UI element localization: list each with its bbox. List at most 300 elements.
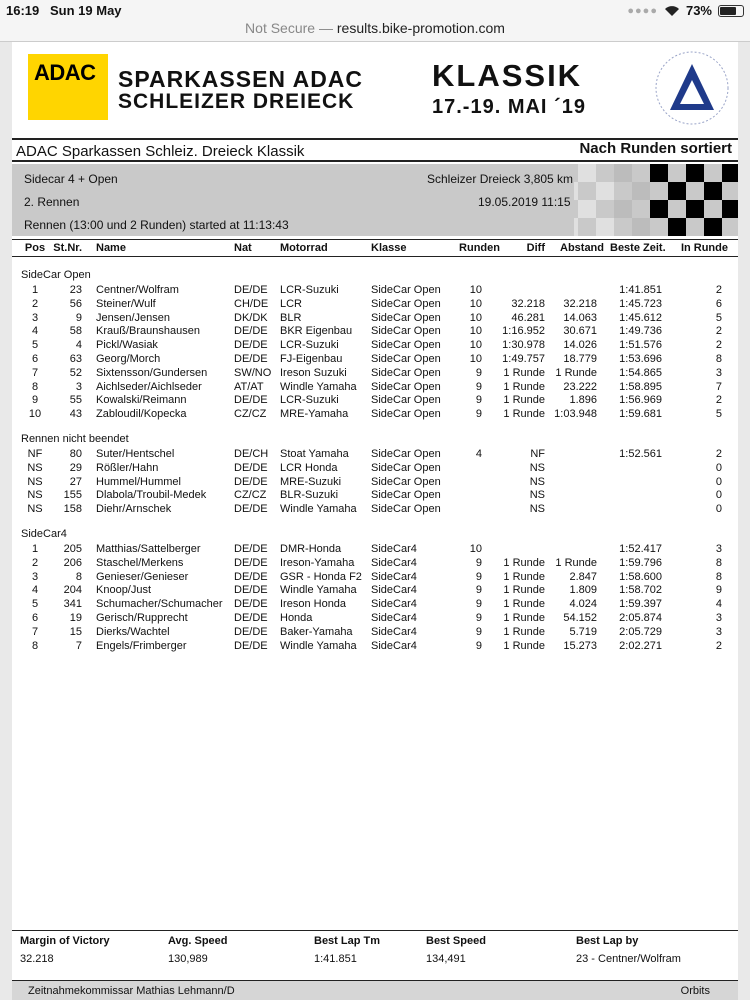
table-row	[12, 446, 738, 460]
checker-square	[574, 218, 578, 236]
cell-moto: GSR - Honda F2	[280, 570, 362, 583]
cell-best: 2:02.271	[619, 639, 662, 652]
cell-klasse: SideCar Open	[371, 380, 441, 393]
checker-square	[668, 182, 686, 200]
cell-name: Dlabola/Troubil-Medek	[96, 489, 207, 502]
cell-inrunde: 2	[715, 394, 722, 407]
best-lap-by-value: 23 - Centner/Wolfram	[576, 953, 681, 965]
table-row	[12, 501, 738, 515]
cell-moto: BLR-Suzuki	[280, 489, 339, 502]
cell-moto: LCR-Suzuki	[280, 339, 339, 352]
cell-abstand: 4.024	[569, 598, 597, 611]
section-header	[12, 264, 738, 282]
col-in-runde: In Runde	[680, 242, 728, 254]
cell-best: 1:59.397	[619, 598, 662, 611]
cell-stnr: 80	[69, 447, 82, 460]
cell-diff: 1 Runde	[503, 380, 545, 393]
table-row	[12, 282, 738, 296]
cell-stnr: 4	[75, 339, 82, 352]
cell-stnr: 7	[75, 639, 82, 652]
cell-inrunde: 3	[715, 542, 722, 555]
event-banner	[12, 42, 738, 134]
cell-pos: NS	[27, 461, 43, 474]
event-title: ADAC Sparkassen Schleiz. Dreieck Klassik	[16, 143, 305, 160]
checker-square	[632, 218, 650, 236]
cell-klasse: SideCar Open	[371, 297, 441, 310]
table-row	[12, 406, 738, 420]
cell-abstand: 30.671	[563, 325, 597, 338]
cell-klasse: SideCar Open	[371, 489, 441, 502]
cell-stnr: 55	[69, 394, 82, 407]
cell-moto: BKR Eigenbau	[280, 325, 353, 338]
race-summary	[12, 930, 738, 972]
cell-nat: DE/DE	[234, 461, 268, 474]
cell-nat: AT/AT	[234, 380, 264, 393]
cell-name: Diehr/Arnschek	[96, 503, 172, 516]
banner-dates: 17.-19. MAI ´19	[432, 96, 586, 118]
cell-runden: 10	[469, 352, 482, 365]
banner-klassik: KLASSIK	[432, 58, 583, 93]
table-row	[12, 296, 738, 310]
avg-speed-value: 130,989	[168, 953, 208, 965]
checker-square	[574, 182, 578, 200]
status-right	[627, 3, 744, 18]
not-secure-label: Not Secure —	[245, 20, 333, 36]
cell-diff: NS	[529, 461, 545, 474]
cell-klasse: SideCar Open	[371, 447, 441, 460]
table-row	[12, 487, 738, 501]
cell-inrunde: 8	[715, 570, 722, 583]
avg-speed-label: Avg. Speed	[168, 935, 228, 947]
cell-stnr: 58	[69, 325, 82, 338]
bottom-bar	[12, 980, 738, 1000]
table-row	[12, 596, 738, 610]
cell-nat: DK/DK	[234, 311, 268, 324]
cell-nat: DE/DE	[234, 325, 268, 338]
cell-stnr: 155	[63, 489, 82, 502]
cell-klasse: SideCar Open	[371, 475, 441, 488]
cell-klasse: SideCar4	[371, 570, 417, 583]
cell-best: 1:56.969	[619, 394, 662, 407]
checker-square	[596, 218, 614, 236]
cell-runden: 9	[475, 570, 482, 583]
cell-inrunde: 2	[715, 325, 722, 338]
cell-moto: FJ-Eigenbau	[280, 352, 343, 365]
cell-pos: 7	[31, 366, 39, 379]
checker-square	[578, 200, 596, 218]
cell-name: Pickl/Wasiak	[96, 339, 158, 352]
table-row	[12, 541, 738, 555]
cell-nat: DE/DE	[234, 598, 268, 611]
cell-abstand: 1 Runde	[555, 366, 597, 379]
cell-pos: 6	[31, 611, 39, 624]
cell-moto: Windle Yamaha	[280, 380, 357, 393]
cell-name: Centner/Wolfram	[96, 284, 179, 296]
best-lap-by-label: Best Lap by	[576, 935, 639, 947]
battery-fill	[720, 7, 736, 15]
cell-moto: LCR-Suzuki	[280, 394, 339, 407]
col-name: Name	[96, 242, 126, 254]
banner-line2: SCHLEIZER DREIECK	[118, 90, 355, 113]
cell-klasse: SideCar Open	[371, 461, 441, 474]
cell-diff: 1 Runde	[503, 366, 545, 379]
table-row	[12, 569, 738, 583]
cell-name: Steiner/Wulf	[96, 297, 156, 310]
cell-abstand: 18.779	[563, 352, 597, 365]
col-pos: Pos	[24, 242, 46, 254]
cell-klasse: SideCar Open	[371, 339, 441, 352]
checker-square	[668, 218, 686, 236]
cell-klasse: SideCar4	[371, 584, 417, 597]
checker-square	[686, 164, 704, 182]
cell-klasse: SideCar Open	[371, 394, 441, 407]
table-row	[12, 638, 738, 652]
cell-nat: DE/DE	[234, 542, 268, 555]
cell-klasse: SideCar Open	[371, 503, 441, 516]
checker-square	[650, 200, 668, 218]
cell-name: Gerisch/Rupprecht	[96, 611, 188, 624]
cell-pos: NS	[27, 489, 43, 502]
col-klasse: Klasse	[371, 242, 407, 254]
race-track: Schleizer Dreieck 3,805 km	[427, 172, 574, 186]
col-motorrad: Motorrad	[280, 242, 328, 254]
col-stnr: St.Nr.	[53, 242, 82, 254]
cell-inrunde: 0	[715, 475, 722, 488]
checker-square	[614, 164, 632, 182]
cell-abstand: 5.719	[569, 625, 597, 638]
cell-abstand: 14.063	[563, 311, 597, 324]
section-label: Rennen nicht beendet	[21, 432, 129, 445]
cell-inrunde: 2	[715, 639, 722, 652]
address-bar[interactable]	[0, 20, 750, 42]
cell-name: Georg/Morch	[96, 352, 161, 365]
cell-best: 1:52.561	[619, 447, 662, 460]
table-row	[12, 474, 738, 488]
cell-inrunde: 5	[715, 311, 722, 324]
cell-nat: CH/DE	[234, 297, 269, 310]
cell-klasse: SideCar Open	[371, 408, 441, 421]
section-header	[12, 428, 738, 446]
cell-runden: 4	[475, 447, 482, 460]
cell-stnr: 204	[63, 584, 82, 597]
section-label: SideCar Open	[21, 269, 91, 281]
timekeeper: Zeitnahmekommissar Mathias Lehmann/D	[28, 985, 235, 997]
table-row	[12, 323, 738, 337]
cell-diff: 1:16.952	[502, 325, 545, 338]
cell-nat: DE/DE	[234, 394, 268, 407]
cell-nat: DE/DE	[234, 625, 268, 638]
cell-moto: Honda	[280, 611, 313, 624]
cell-best: 1:58.600	[619, 570, 662, 583]
cell-runden: 10	[469, 297, 482, 310]
cell-diff: NF	[530, 447, 545, 460]
table-row	[12, 624, 738, 638]
table-header	[12, 239, 738, 257]
cell-nat: SW/NO	[234, 366, 272, 379]
results-page	[12, 42, 738, 1000]
cell-stnr: 158	[63, 503, 82, 516]
cell-name: Engels/Frimberger	[96, 639, 187, 652]
cell-stnr: 19	[69, 611, 82, 624]
cell-nat: DE/DE	[234, 556, 268, 569]
cell-diff: 1:49.757	[502, 352, 545, 365]
cell-runden: 9	[475, 556, 482, 569]
cell-klasse: SideCar Open	[371, 352, 441, 365]
table-row	[12, 365, 738, 379]
cell-best: 1:59.681	[619, 408, 662, 421]
cell-best: 1:41.851	[619, 284, 662, 296]
checker-square	[578, 164, 596, 182]
cell-diff: 1:30.978	[502, 339, 545, 352]
adac-logo-text: ADAC	[34, 60, 96, 85]
cell-moto: LCR-Suzuki	[280, 284, 339, 296]
cell-stnr: 205	[63, 542, 82, 555]
cell-moto: Windle Yamaha	[280, 639, 357, 652]
battery-percent: 73%	[685, 3, 712, 18]
cell-diff: 32.218	[511, 297, 545, 310]
cell-nat: DE/DE	[234, 570, 268, 583]
cell-nat: DE/DE	[234, 503, 268, 516]
cell-diff: 1 Runde	[503, 394, 545, 407]
cell-stnr: 15	[69, 625, 82, 638]
cell-runden: 9	[475, 366, 482, 379]
cell-runden: 9	[475, 584, 482, 597]
cell-diff: NS	[529, 489, 545, 502]
cell-abstand: 23.222	[563, 380, 597, 393]
cell-moto: BLR	[280, 311, 302, 324]
wifi-icon	[664, 5, 680, 17]
cell-pos: 2	[31, 297, 39, 310]
cell-abstand: 32.218	[563, 297, 597, 310]
checker-square	[596, 182, 614, 200]
checker-square	[704, 218, 722, 236]
cell-pos: 10	[28, 408, 42, 421]
cell-nat: DE/DE	[234, 352, 268, 365]
cell-runden: 9	[475, 639, 482, 652]
cell-pos: 6	[31, 352, 39, 365]
cell-name: Jensen/Jensen	[96, 311, 170, 324]
checker-square	[704, 182, 722, 200]
col-abstand: Abstand	[560, 242, 604, 254]
cell-nat: DE/DE	[234, 639, 268, 652]
cell-abstand: 1.896	[569, 394, 597, 407]
cell-stnr: 3	[75, 380, 82, 393]
cell-pos: 4	[31, 584, 39, 597]
cell-runden: 10	[469, 339, 482, 352]
cell-moto: LCR	[280, 297, 303, 310]
cell-best: 1:53.696	[619, 352, 662, 365]
cell-pos: 1	[31, 284, 39, 296]
cell-pos: 8	[31, 380, 39, 393]
cell-pos: 2	[31, 556, 39, 569]
cell-best: 1:51.576	[619, 339, 662, 352]
cell-moto: Ireson-Yamaha	[280, 556, 355, 569]
cell-inrunde: 3	[715, 366, 722, 379]
cell-pos: NF	[27, 447, 43, 460]
cell-pos: 9	[31, 394, 39, 407]
cell-name: Schumacher/Schumacher	[96, 598, 223, 611]
cell-moto: DMR-Honda	[280, 542, 342, 555]
cell-moto: LCR Honda	[280, 461, 338, 474]
cell-name: Staschel/Merkens	[96, 556, 184, 569]
cell-inrunde: 8	[715, 556, 722, 569]
status-bar	[0, 0, 750, 20]
cell-inrunde: 0	[715, 503, 722, 516]
cell-runden: 9	[475, 598, 482, 611]
cell-abstand: 1.809	[569, 584, 597, 597]
cell-runden: 9	[475, 380, 482, 393]
cell-inrunde: 7	[715, 380, 722, 393]
cell-diff: 1 Runde	[503, 611, 545, 624]
cell-stnr: 23	[69, 284, 82, 296]
cell-name: Aichlseder/Aichlseder	[96, 380, 202, 393]
cell-runden: 9	[475, 611, 482, 624]
race-date: 19.05.2019 11:15	[478, 195, 571, 209]
table-row	[12, 310, 738, 324]
table-row	[12, 582, 738, 596]
cell-diff: 1 Runde	[503, 584, 545, 597]
cell-stnr: 27	[69, 475, 82, 488]
cell-best: 1:54.865	[619, 366, 662, 379]
cell-best: 2:05.874	[619, 611, 662, 624]
col-diff: Diff	[526, 242, 545, 254]
cell-stnr: 56	[69, 297, 82, 310]
cell-best: 2:05.729	[619, 625, 662, 638]
cell-name: Zabloudil/Kopecka	[96, 408, 187, 421]
table-row	[12, 610, 738, 624]
cell-pos: NS	[27, 475, 43, 488]
cell-inrunde: 8	[715, 352, 722, 365]
cell-moto: MRE-Suzuki	[280, 475, 342, 488]
banner-line1: SPARKASSEN ADAC	[118, 66, 364, 92]
margin-label: Margin of Victory	[20, 935, 110, 947]
cell-name: Dierks/Wachtel	[96, 625, 170, 638]
cell-best: 1:45.723	[619, 297, 662, 310]
cell-diff: 1 Runde	[503, 570, 545, 583]
cell-inrunde: 2	[715, 284, 722, 296]
checkered-flag-graphic	[574, 164, 738, 236]
cell-pos: 7	[31, 625, 39, 638]
table-row	[12, 392, 738, 406]
cell-moto: Stoat Yamaha	[280, 447, 349, 460]
table-row	[12, 351, 738, 365]
cell-abstand: 1:03.948	[554, 408, 597, 421]
checker-square	[632, 182, 650, 200]
cell-name: Rößler/Hahn	[96, 461, 159, 474]
cell-inrunde: 0	[715, 489, 722, 502]
best-speed-label: Best Speed	[426, 935, 486, 947]
cell-nat: CZ/CZ	[234, 408, 267, 421]
cell-diff: 1 Runde	[503, 639, 545, 652]
cell-stnr: 63	[69, 352, 82, 365]
cell-klasse: SideCar4	[371, 598, 417, 611]
cell-stnr: 341	[63, 598, 82, 611]
cell-inrunde: 2	[715, 339, 722, 352]
cell-klasse: SideCar4	[371, 556, 417, 569]
results-table	[12, 264, 738, 651]
cellular-icon: ●●●●	[627, 4, 658, 17]
cell-pos: 8	[31, 639, 39, 652]
cell-stnr: 206	[63, 556, 82, 569]
cell-nat: DE/DE	[234, 284, 268, 296]
cell-runden: 9	[475, 408, 482, 421]
race-class: Sidecar 4 + Open	[24, 172, 118, 186]
col-runden: Runden	[459, 242, 500, 254]
cell-inrunde: 2	[715, 447, 722, 460]
race-start: Rennen (13:00 und 2 Runden) started at 11:13:43	[24, 218, 289, 232]
cell-runden: 10	[469, 311, 482, 324]
cell-klasse: SideCar Open	[371, 284, 441, 296]
status-date: Sun 19 May	[50, 3, 122, 18]
cell-diff: 1 Runde	[503, 625, 545, 638]
cell-runden: 10	[469, 325, 482, 338]
cell-nat: DE/DE	[234, 611, 268, 624]
cell-best: 1:52.417	[619, 542, 662, 555]
url-domain: results.bike-promotion.com	[336, 20, 505, 36]
battery-icon	[718, 5, 744, 17]
cell-klasse: SideCar4	[371, 542, 417, 555]
cell-best: 1:58.895	[619, 380, 662, 393]
status-time: 16:19	[6, 3, 40, 18]
cell-best: 1:49.736	[619, 325, 662, 338]
cell-name: Hummel/Hummel	[96, 475, 181, 488]
cell-name: Matthias/Sattelberger	[96, 542, 201, 555]
cell-stnr: 29	[69, 461, 82, 474]
cell-best: 1:59.796	[619, 556, 662, 569]
cell-name: Knoop/Just	[96, 584, 152, 597]
cell-nat: DE/CH	[234, 447, 269, 460]
race-info	[12, 164, 738, 236]
cell-pos: 3	[31, 570, 39, 583]
cell-abstand: 14.026	[563, 339, 597, 352]
cell-moto: MRE-Yamaha	[280, 408, 349, 421]
cell-abstand: 2.847	[569, 570, 597, 583]
checker-square	[722, 200, 738, 218]
cell-nat: CZ/CZ	[234, 489, 267, 502]
best-lap-value: 1:41.851	[314, 953, 357, 965]
cell-best: 1:58.702	[619, 584, 662, 597]
cell-inrunde: 0	[715, 461, 722, 474]
cell-name: Genieser/Genieser	[96, 570, 189, 583]
cell-klasse: SideCar4	[371, 639, 417, 652]
cell-klasse: SideCar Open	[371, 325, 441, 338]
table-row	[12, 460, 738, 474]
cell-pos: 3	[31, 311, 39, 324]
table-row	[12, 379, 738, 393]
adac-logo	[28, 54, 108, 120]
cell-nat: DE/DE	[234, 475, 268, 488]
cell-runden: 10	[469, 284, 482, 296]
cell-inrunde: 9	[715, 584, 722, 597]
cell-diff: 46.281	[511, 311, 545, 324]
cell-klasse: SideCar Open	[371, 366, 441, 379]
cell-runden: 9	[475, 394, 482, 407]
cell-runden: 9	[475, 625, 482, 638]
col-nat: Nat	[234, 242, 252, 254]
cell-pos: 5	[31, 339, 39, 352]
cell-stnr: 9	[75, 311, 82, 324]
margin-value: 32.218	[20, 953, 54, 965]
cell-diff: 1 Runde	[503, 408, 545, 421]
cell-stnr: 52	[69, 366, 82, 379]
cell-moto: Windle Yamaha	[280, 584, 357, 597]
cell-diff: 1 Runde	[503, 598, 545, 611]
cell-inrunde: 6	[715, 297, 722, 310]
title-bar	[12, 138, 738, 162]
cell-runden: 10	[469, 542, 482, 555]
cell-stnr: 8	[75, 570, 82, 583]
cell-abstand: 54.152	[563, 611, 597, 624]
